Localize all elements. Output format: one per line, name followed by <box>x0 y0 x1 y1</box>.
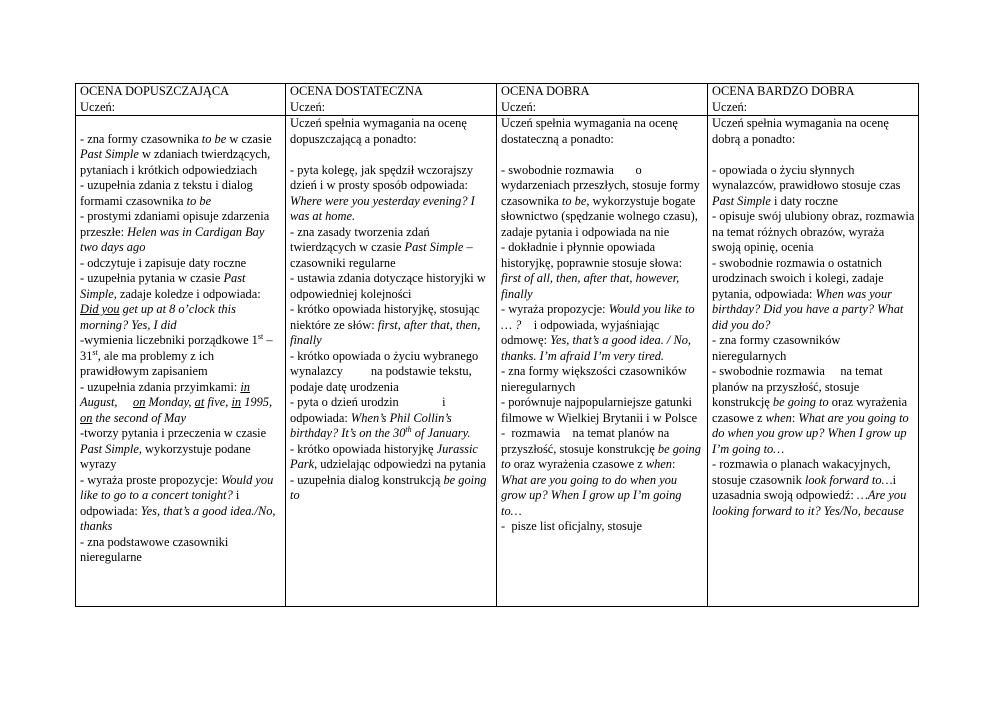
spacer <box>80 116 282 132</box>
requirement-item: - zna formy większości czasowników nieregularnych <box>501 364 687 394</box>
requirement-item: - rozmawia na temat planów na przyszłość, stosuje konstrukcję be going to oraz wyrażenia czasowe z when: What are you going to do when you grow up? When I grow up I’m going to… <box>501 426 701 518</box>
requirement-item: -tworzy pytania i przeczenia w czasie Past Simple, wykorzystuje podane wyrazy <box>80 426 267 471</box>
student-label: Uczeń: <box>501 99 537 114</box>
requirement-item: - krótko opowiada o życiu wybranego wynalazcy na podstawie tekstu, podaje datę urodzenia <box>290 348 479 394</box>
requirements-cell <box>708 116 919 607</box>
grading-criteria-table <box>75 83 919 607</box>
requirement-item: - odczytuje i zapisuje daty roczne <box>80 255 247 270</box>
requirement-item: - rozmawia o planach wakacyjnych, stosuje czasownik look forward to…i uzasadnia swoją odpowiedź: …Are you looking forward to it? Yes/No, because <box>712 457 907 518</box>
requirement-item: - opowiada o życiu słynnych wynalazców, prawidłowo stosuje czas Past Simple i daty roczne <box>712 162 901 208</box>
intro-text: Uczeń spełnia wymagania na ocenę dostateczną a ponadto: <box>501 116 678 146</box>
student-label: Uczeń: <box>80 99 116 114</box>
requirement-item: - zna zasady tworzenia zdań twierdzących w czasie Past Simple – czasowniki regularne <box>290 224 473 270</box>
intro-text: Uczeń spełnia wymagania na ocenę dopuszczającą a ponadto: <box>290 116 467 146</box>
requirement-item: - zna formy czasownika to be w czasie Past Simple w zdaniach twierdzących, pytaniach i krótkich odpowiedziach <box>80 131 272 177</box>
spacer <box>290 147 493 163</box>
requirement-item: - uzupełnia zdania z tekstu i dialog formami czasownika to be <box>80 178 253 208</box>
requirement-item: - pyta o dzień urodzin i odpowiada: When’s Phil Collin’s birthday? It’s on the 30th of January. <box>290 395 471 440</box>
requirement-item: - opisuje swój ulubiony obraz, rozmawia na temat różnych obrazów, wyraża swoją opinię, ocenia <box>712 209 915 254</box>
requirement-item: - krótko opowiada historyjkę Jurassic Park, udzielając odpowiedzi na pytania <box>290 441 486 471</box>
requirement-item: - uzupełnia dialog konstrukcją be going to <box>290 472 487 502</box>
grade-title: OCENA DOBRA <box>501 84 590 98</box>
intro-text: Uczeń spełnia wymagania na ocenę dobrą a ponadto: <box>712 116 889 146</box>
requirements-cell <box>76 116 286 607</box>
requirement-item: - ustawia zdania dotyczące historyjki w odpowiedniej kolejności <box>290 271 486 301</box>
requirements-row <box>76 116 919 607</box>
requirement-item: - swobodnie rozmawia o wydarzeniach przeszłych, stosuje formy czasownika to be, wykorzystuje bogate słownictwo (spędzanie wolnego czasu), zadaje pytania i odpowiada na nie <box>501 162 700 239</box>
requirement-item: - uzupełnia zdania przyimkami: in August, on Monday, at five, in 1995, on the second of May <box>80 379 273 425</box>
grade-title: OCENA DOPUSZCZAJĄCA <box>80 84 230 98</box>
header-cell-dobra <box>497 84 708 116</box>
requirement-item: - wyraża propozycje: Would you like to … ? i odpowiada, wyjaśniając odmowę: Yes, that’s a good idea. / No, thanks. I’m afraid I’m very tired. <box>501 302 695 363</box>
requirements-cell <box>286 116 497 607</box>
requirement-item: - krótko opowiada historyjkę, stosując niektóre ze słów: first, after that, then, finally <box>290 302 481 347</box>
requirements-cell <box>497 116 708 607</box>
header-cell-dopuszczajaca <box>76 84 286 116</box>
requirement-item: - porównuje najpopularniejsze gatunki filmowe w Wielkiej Brytanii i w Polsce <box>501 395 698 425</box>
grade-title: OCENA BARDZO DOBRA <box>712 84 855 98</box>
requirement-item: - pyta kolegę, jak spędził wczorajszy dzień i w prosty sposób odpowiada: Where were you yesterday evening? I was at home. <box>290 162 475 223</box>
header-cell-bardzo-dobra <box>708 84 919 116</box>
student-label: Uczeń: <box>290 99 326 114</box>
grade-title: OCENA DOSTATECZNA <box>290 84 423 98</box>
requirement-item: - wyraża proste propozycje: Would you like to go to a concert tonight? i odpowiada: Yes, that’s a good idea./No, thanks <box>80 472 276 533</box>
requirement-item: - uzupełnia pytania w czasie Past Simple, zadaje koledze i odpowiada: Did you get up at 8 o’clock this morning? Yes, I did <box>80 271 261 332</box>
requirement-item: - swobodnie rozmawia o ostatnich urodzinach swoich i kolegi, zadaje pytania, odpowiada: When was your birthday? Did you have a party? What did you do? <box>712 255 904 332</box>
requirement-item: - swobodnie rozmawia na temat planów na przyszłość, stosuje konstrukcję be going to oraz wyrażenia czasowe z when: What are you going to do when you grow up? When I grow up I’m going to… <box>712 364 909 456</box>
requirement-item: - dokładnie i płynnie opowiada historyjkę, poprawnie stosuje słowa: first of all, then, after that, however, finally <box>501 240 683 301</box>
requirement-item: -wymienia liczebniki porządkowe 1st – 31st, ale ma problemy z ich prawidłowym zapisaniem <box>80 331 273 378</box>
spacer <box>501 147 704 163</box>
spacer <box>712 147 915 163</box>
requirement-item: - zna podstawowe czasowniki nieregularne <box>80 534 229 564</box>
header-row <box>76 84 919 116</box>
requirement-item: - pisze list oficjalny, stosuje <box>501 519 642 533</box>
requirement-item: - zna formy czasowników nieregularnych <box>712 333 841 363</box>
requirement-item: - prostymi zdaniami opisuje zdarzenia przeszłe: Helen was in Cardigan Bay two days ago <box>80 209 270 254</box>
header-cell-dostateczna <box>286 84 497 116</box>
student-label: Uczeń: <box>712 99 748 114</box>
